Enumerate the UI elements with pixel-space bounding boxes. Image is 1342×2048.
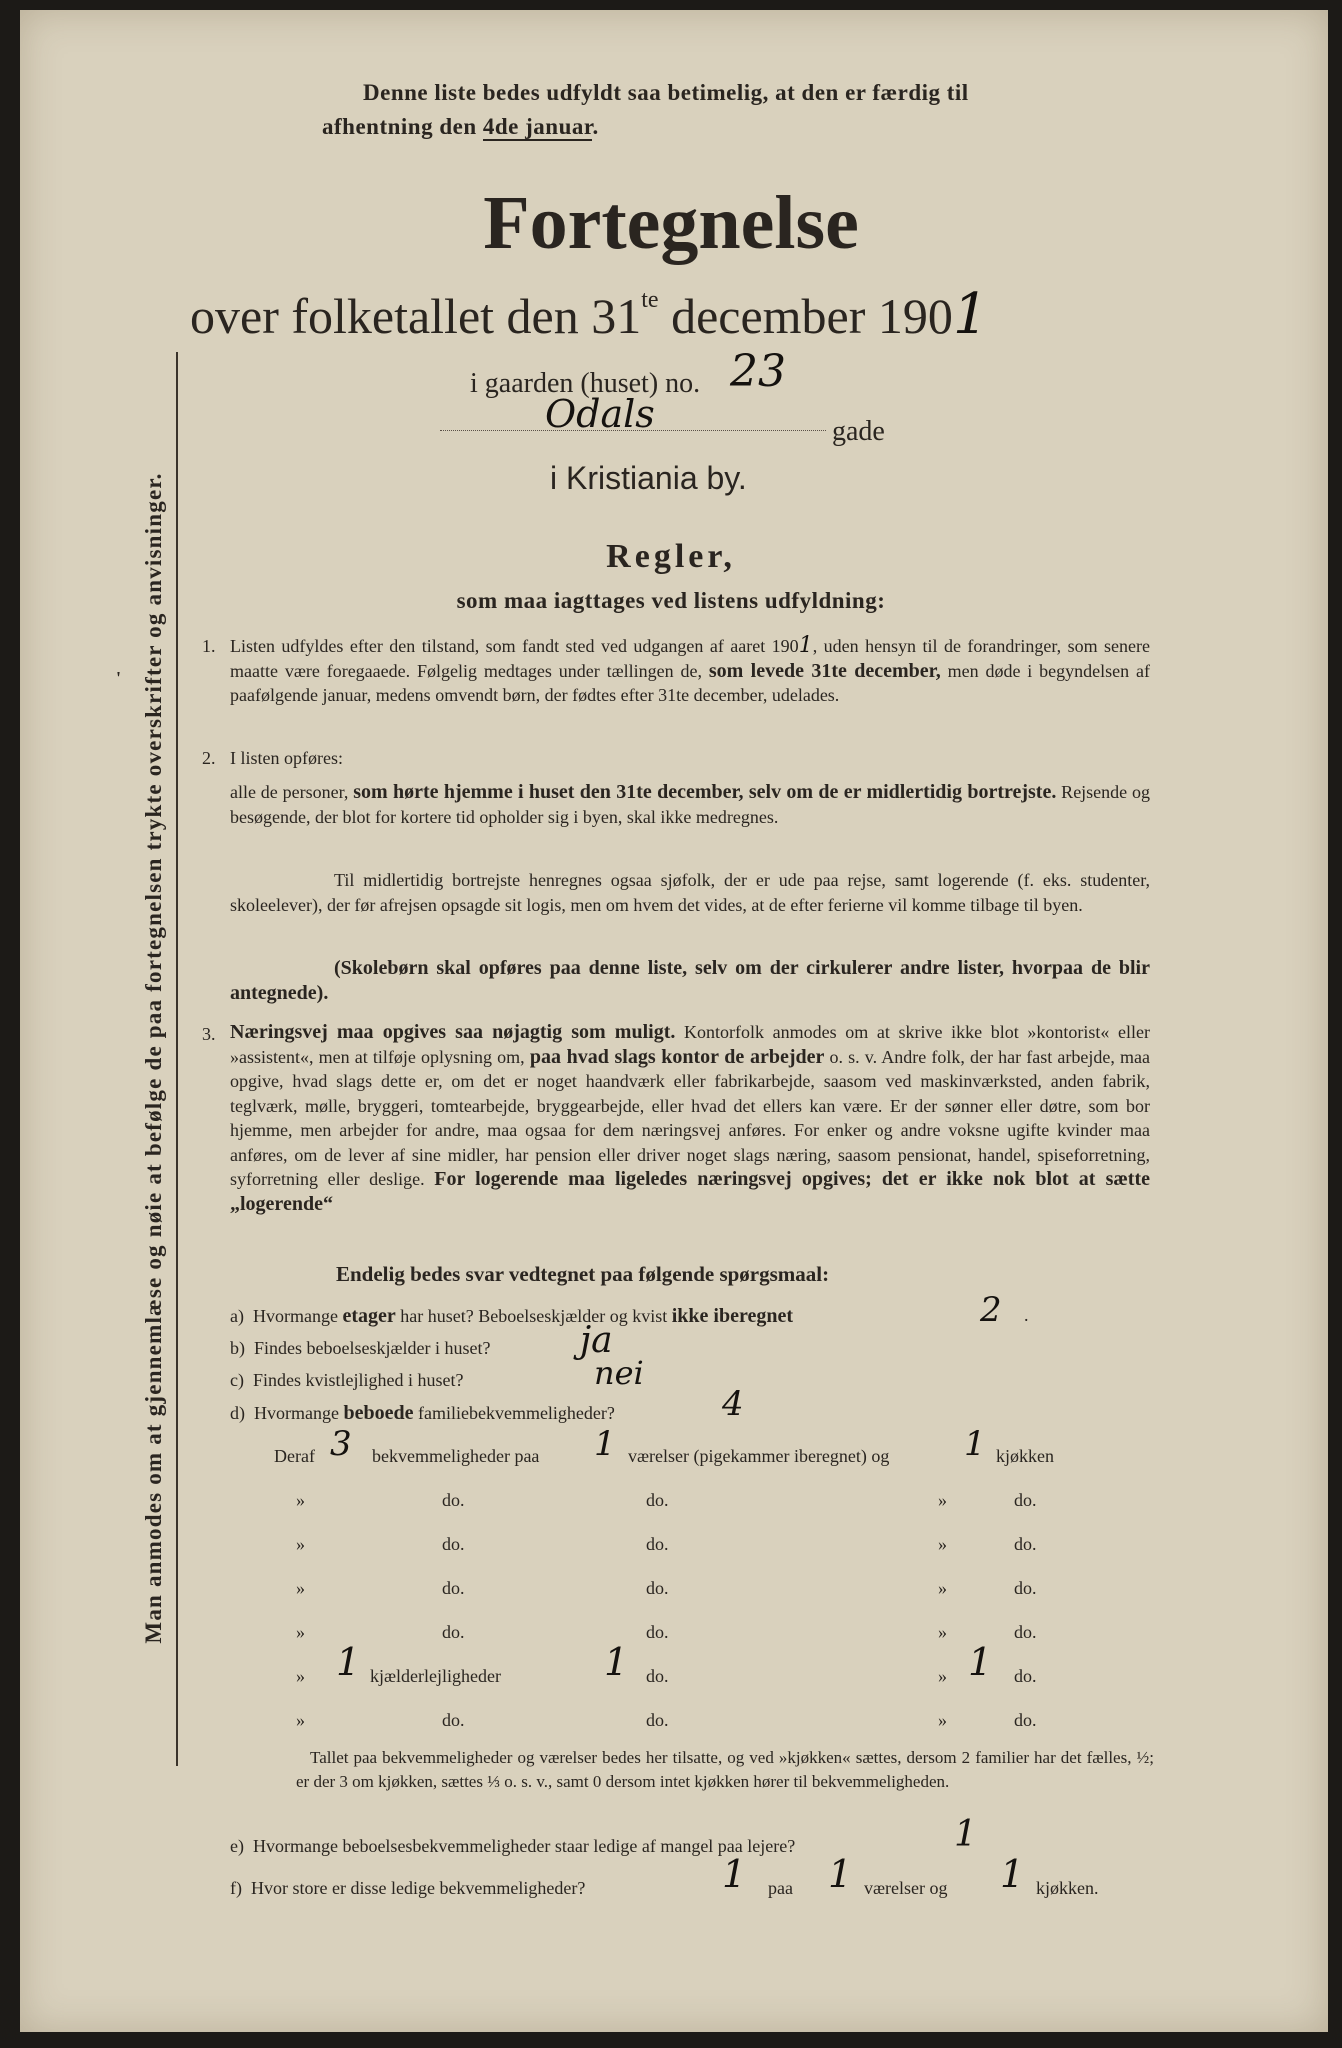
breakdown-bekv-label: bekvemmeligheder paa [372, 1446, 540, 1466]
subtitle-mid: december 190 [658, 288, 953, 344]
question-d-bold: beboede [343, 1402, 414, 1424]
question-f-text: Hvor store er disse ledige bekvemmeligheder? [251, 1878, 586, 1898]
ditto-do: do. [646, 1490, 669, 1510]
answer-f-kitchen-hand: 1 [1000, 1852, 1025, 1896]
sidebar-instruction: Man anmodes om at gjennemlæse og nøie at befølge de paa fortegnelsen trykte overskrifter og anvisninger. [141, 472, 166, 1644]
question-b [230, 1338, 490, 1359]
rule-2-part-2: Rejsende og besøgende, der blot for kortere tid opholder sig i byen, skal ikke medregnes. [230, 782, 1150, 827]
notice-prefix: afhentning den [322, 114, 483, 139]
side-mark: ' [116, 668, 122, 688]
answer-c-hand: nei [594, 1354, 644, 1392]
question-c [230, 1370, 463, 1391]
question-f [230, 1878, 585, 1899]
city-line: i Kristiania by. [550, 460, 747, 496]
question-c-text: Findes kvistlejlighed i huset? [252, 1370, 464, 1390]
notice-date: 4de januar [482, 114, 593, 139]
breakdown-count-hand: 3 [330, 1424, 352, 1464]
ditto-quote: » [938, 1666, 947, 1686]
ditto-do: do. [1014, 1666, 1037, 1686]
ditto-do: do. [646, 1622, 669, 1642]
ditto-quote: » [296, 1710, 305, 1730]
rule-2-bold: som hørte hjemme i huset den 31te december, selv om de er midlertidig bortrejste. [353, 781, 1057, 803]
question-d-label: d) [230, 1403, 245, 1423]
question-a-part-1: Hvormange [252, 1306, 343, 1326]
rule-3-bold-1: Næringsvej maa opgives saa nøjagtig som muligt. [230, 1021, 676, 1043]
ditto-do: do. [442, 1534, 465, 1554]
answer-d-hand: 4 [722, 1384, 744, 1424]
question-e-label: e) [230, 1836, 244, 1856]
rule-1-year-hand: 1 [798, 633, 813, 658]
question-f-kj: kjøkken. [1036, 1878, 1099, 1898]
ditto-quote: » [938, 1710, 947, 1730]
subtitle-year-hand: 1 [952, 282, 989, 347]
question-e-text: Hvormange beboelsesbekvemmeligheder staar ledige af mangel paa lejere? [252, 1836, 796, 1856]
rules-title: Regler, [606, 538, 736, 575]
ditto-do: do. [1014, 1490, 1037, 1510]
breakdown-rooms-hand: 1 [594, 1424, 616, 1464]
kjaelder-kitchens-hand: 1 [968, 1640, 993, 1684]
ditto-quote: » [296, 1622, 305, 1642]
ditto-do: do. [1014, 1710, 1037, 1730]
house-label: i gaarden (huset) no. [470, 368, 701, 399]
subtitle-sup: te [641, 287, 659, 313]
question-d [230, 1402, 615, 1425]
rule-3-part-1: Kontorfolk anmodes om at skrive ikke blot »kontorist« eller »assistent«, men at tilføje oplysning om, [230, 1022, 1150, 1067]
page-title: Fortegnelse [483, 181, 859, 265]
question-c-label: c) [230, 1370, 244, 1390]
rule-1-text [230, 634, 1150, 708]
rule-1-part-1: Listen udfyldes efter den tilstand, som fandt sted ved udgangen af aaret 190 [230, 636, 799, 656]
ditto-do: do. [1014, 1622, 1037, 1642]
rule-2-intro: I listen opføres: [230, 748, 343, 768]
rule-2-number: 2. [202, 748, 216, 768]
answer-a-hand: 2 [980, 1290, 1002, 1330]
ditto-quote: » [296, 1578, 305, 1598]
ditto-do: do. [1014, 1578, 1037, 1598]
question-d-part-2: familiebekvemmeligheder? [413, 1403, 615, 1423]
question-d-part-1: Hvormange [254, 1403, 344, 1423]
rule-2-paragraph-3: (Skolebørn skal opføres paa denne liste, selv om der cirkulerer andre lister, hvorpaa de blir antegnede). [230, 957, 1150, 1004]
ditto-quote: » [938, 1578, 947, 1598]
footnote: Tallet paa bekvemmeligheder og værelser bedes her tilsatte, og ved »kjøkken« sættes, dersom 2 familier har det fælles, ½; er der 3 om kjøkken, sættes ⅓ o. s. v., samt 0 dersom intet kjøkken hører til bekvemmeligheden. [296, 1748, 1154, 1791]
ditto-quote: » [938, 1534, 947, 1554]
answer-e-hand: 1 [954, 1814, 977, 1855]
house-number-hand: 23 [730, 346, 786, 397]
subtitle-prefix: over folketallet den 31 [190, 288, 642, 344]
ditto-quote: » [296, 1666, 305, 1686]
question-a-bold-2: ikke iberegnet [671, 1305, 794, 1327]
kjaelder-label: kjælderlejligheder [370, 1666, 501, 1686]
rule-2-part-1: alle de personer, [230, 782, 354, 802]
kjaelder-rooms-hand: 1 [604, 1640, 629, 1684]
ditto-quote: » [938, 1622, 947, 1642]
question-a-label: a) [230, 1306, 244, 1326]
ditto-do: do. [1014, 1534, 1037, 1554]
question-f-vaer: værelser og [864, 1878, 948, 1898]
question-b-text: Findes beboelseskjælder i huset? [254, 1338, 491, 1358]
notice-line-1: Denne liste bedes udfyldt saa betimelig, at den er færdig til [363, 80, 969, 105]
breakdown-kitchens-hand: 1 [964, 1424, 986, 1464]
subtitle [190, 282, 989, 347]
ditto-do: do. [646, 1578, 669, 1598]
rule-1-part-2: , uden hensyn til de forandringer, som senere maatte være foregaaede. Følgelig medtages under tællingen de, [230, 636, 1150, 681]
question-a-bold-1: etager [342, 1305, 396, 1327]
rule-3-part-2: o. s. v. Andre folk, der har fast arbejde, maa opgive, hvad slags dette er, om det er noget haandværk eller fabrikarbejde, saasom ved maskinværksted, anden fabrik, teglværk, mølle, bryggeri, tomtearbejde, bryggearbejde, eller hvad det ellers kan være. Er der sønner eller døtre, som bor hjemme, men arbejder for andre, maa ogsaa for dem næringsvej anføres. For enker og andre voksne ugifte kvinder maa anføres, om de lever af sine midler, har pension eller driver noget slags næring, saasom pensionat, handel, spiseforretning, syforretning eller deslige. [230, 1046, 1151, 1189]
rule-2-text [230, 780, 1150, 829]
rule-3-number: 3. [202, 1024, 216, 1044]
question-a-end: . [1024, 1305, 1029, 1325]
questions-heading: Endelig bedes svar vedtegnet paa følgende spørgsmaal: [336, 1262, 830, 1286]
ditto-quote: » [938, 1490, 947, 1510]
rule-3-text [230, 1020, 1150, 1216]
rule-1-number: 1. [202, 636, 216, 656]
ditto-do: do. [646, 1666, 669, 1686]
notice-line-2 [322, 114, 599, 140]
rule-1-part-3: men døde i begyndelsen af paafølgende januar, medens omvendt børn, der fødtes efter 31te december, udelades. [230, 660, 1151, 705]
breakdown-vaer-label: værelser (pigekammer iberegnet) og [628, 1446, 890, 1466]
street-name-hand: Odals [545, 392, 655, 436]
ditto-do: do. [442, 1622, 465, 1642]
ditto-quote: » [296, 1534, 305, 1554]
answer-b-hand: ja [580, 1320, 613, 1361]
kjaelder-count-hand: 1 [336, 1640, 361, 1684]
ditto-quote: » [296, 1490, 305, 1510]
question-a-part-2: har huset? Beboelseskjælder og kvist [395, 1306, 672, 1326]
ditto-do: do. [646, 1534, 669, 1554]
rule-1-bold: som levede 31te december, [708, 659, 941, 682]
ditto-do: do. [442, 1710, 465, 1730]
rules-subtitle: som maa iagttages ved listens udfyldning: [456, 588, 886, 613]
rule-3-bold-2: paa hvad slags kontor de arbejder [529, 1045, 825, 1068]
rule-2-paragraph-2: Til midlertidig bortrejste henregnes ogsaa sjøfolk, der er ude paa rejse, samt logerende (f. eks. studenter, skoleelever), der før afrejsen opsagde sit logis, men om hvem det vides, at de efter ferierne vil komme tilbage til byen. [230, 870, 1150, 915]
street-suffix: gade [832, 416, 885, 447]
notice-end: . [592, 114, 599, 139]
answer-f-size-hand: 1 [722, 1852, 747, 1896]
question-b-label: b) [230, 1338, 245, 1358]
question-e [230, 1836, 795, 1857]
question-a [230, 1305, 793, 1328]
breakdown-deraf: Deraf [274, 1446, 315, 1466]
breakdown-kjokken-label: kjøkken [996, 1446, 1054, 1466]
ditto-do: do. [442, 1490, 465, 1510]
ditto-do: do. [442, 1578, 465, 1598]
answer-f-rooms-hand: 1 [828, 1852, 853, 1896]
ditto-do: do. [646, 1710, 669, 1730]
rule-3-bold-3: For logerende maa ligeledes næringsvej opgives; det er ikke nok blot at sætte „logerende“ [230, 1168, 1150, 1215]
question-f-paa: paa [768, 1878, 793, 1898]
question-f-label: f) [230, 1878, 242, 1898]
